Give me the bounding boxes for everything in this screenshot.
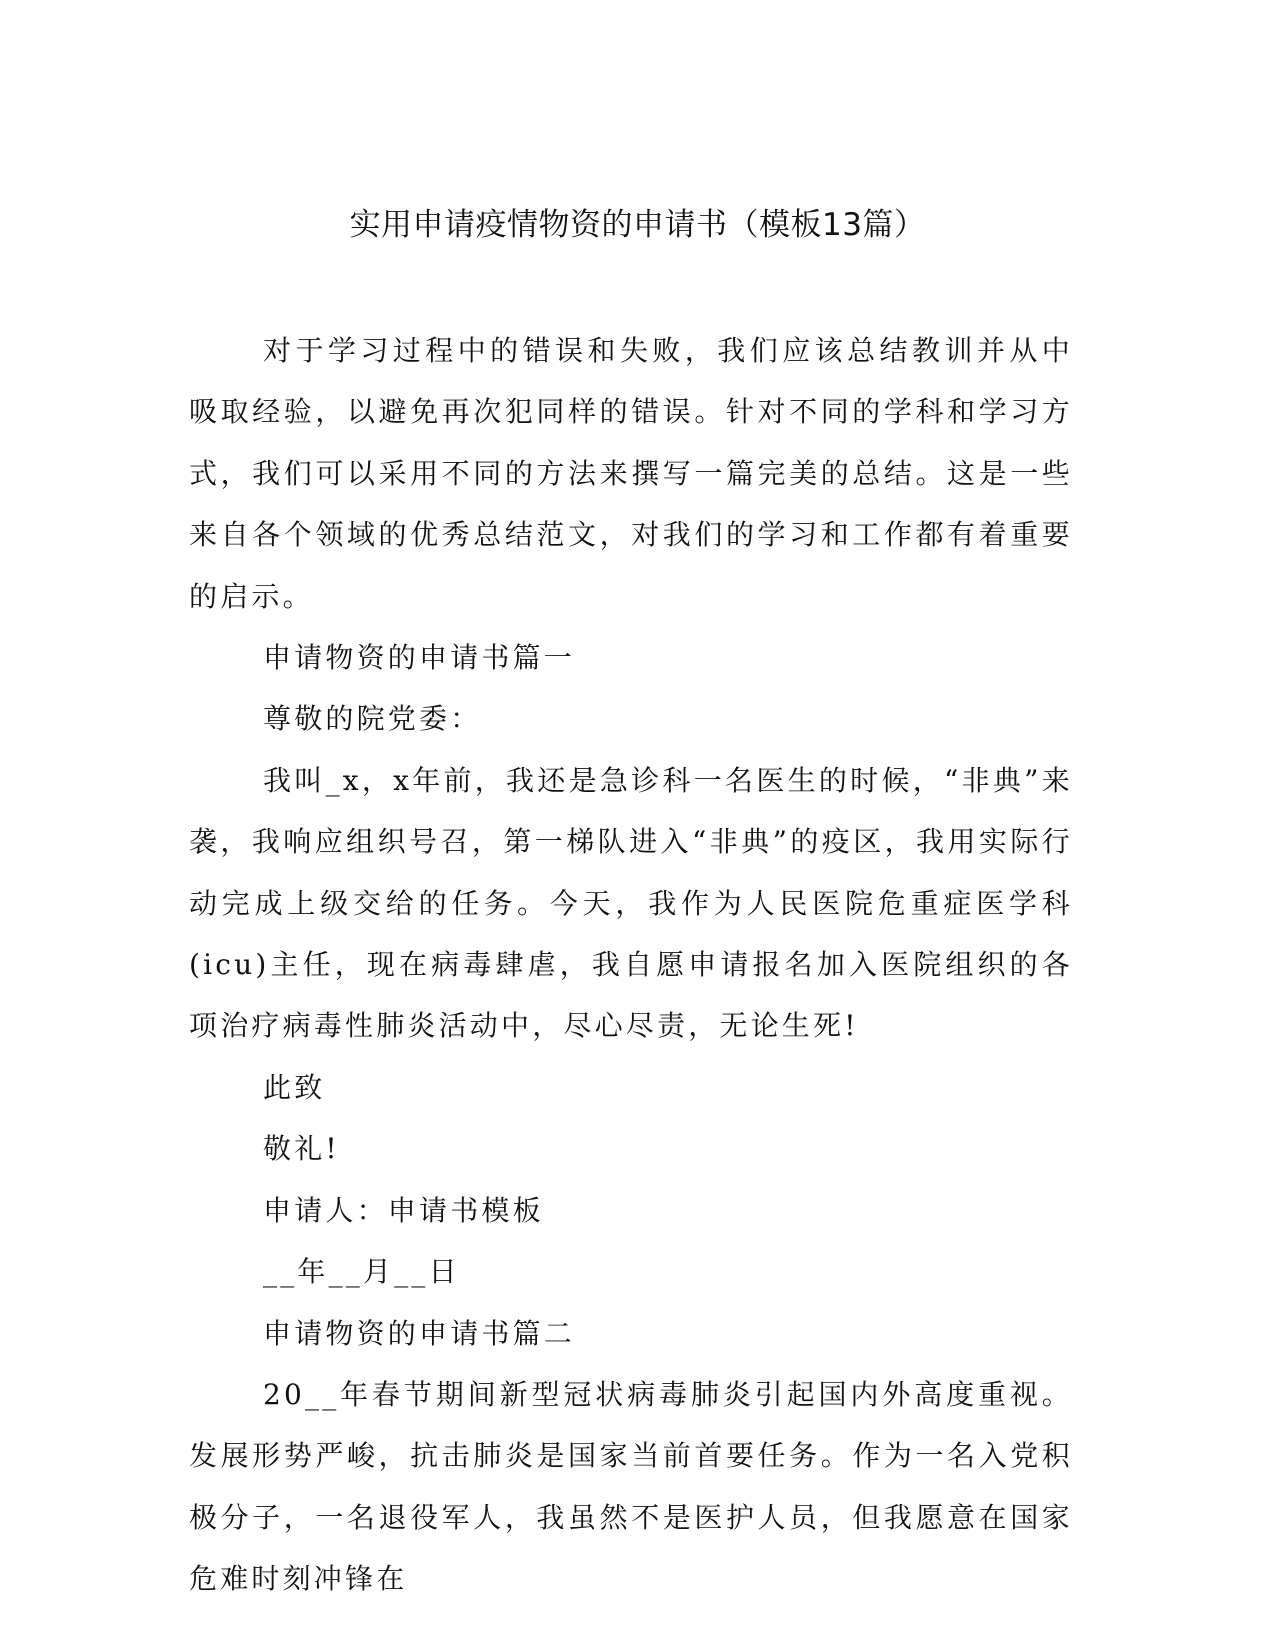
date-line: __年__月__日 [263,1255,460,1289]
salutation: 尊敬的院党委： [263,702,482,736]
regards-line: 敬礼! [263,1132,340,1166]
section-2-paragraph: 20__年春节期间新型冠状病毒肺炎引起国内外高度重视。发展形势严峻，抗击肺炎是国家当前首要任务。作为一名入党积极分子，一名退役军人，我虽然不是医护人员，但我愿意在国家危难时刻冲锋在 [189,1377,1073,1596]
applicant-line: 申请人：申请书模板 [263,1193,544,1227]
letter-body-paragraph: 我叫_x，x年前，我还是急诊科一名医生的时候，“非典”来袭，我响应组织号召，第一梯队进入“非典”的疫区，我用实际行动完成上级交给的任务。今天，我作为人民医院危重症医学科(icu)主任，现在病毒肆虐，我自愿申请报名加入医院组织的各项治疗病毒性肺炎活动中，尽心尽责，无论生死! [189,763,1073,1043]
intro-paragraph: 对于学习过程中的错误和失败，我们应该总结教训并从中吸取经验，以避免再次犯同样的错误。针对不同的学科和学习方式，我们可以采用不同的方法来撰写一篇完美的总结。这是一些来自各个领域的优秀总结范文，对我们的学习和工作都有着重要的启示。 [189,334,1073,613]
document-body [189,320,1073,1610]
section-heading-2: 申请物资的申请书篇二 [263,1316,576,1350]
document-title: 实用申请疫情物资的申请书（模板13篇） [349,207,926,243]
section-heading-1: 申请物资的申请书篇一 [263,641,576,675]
closing-line: 此致 [263,1070,326,1104]
